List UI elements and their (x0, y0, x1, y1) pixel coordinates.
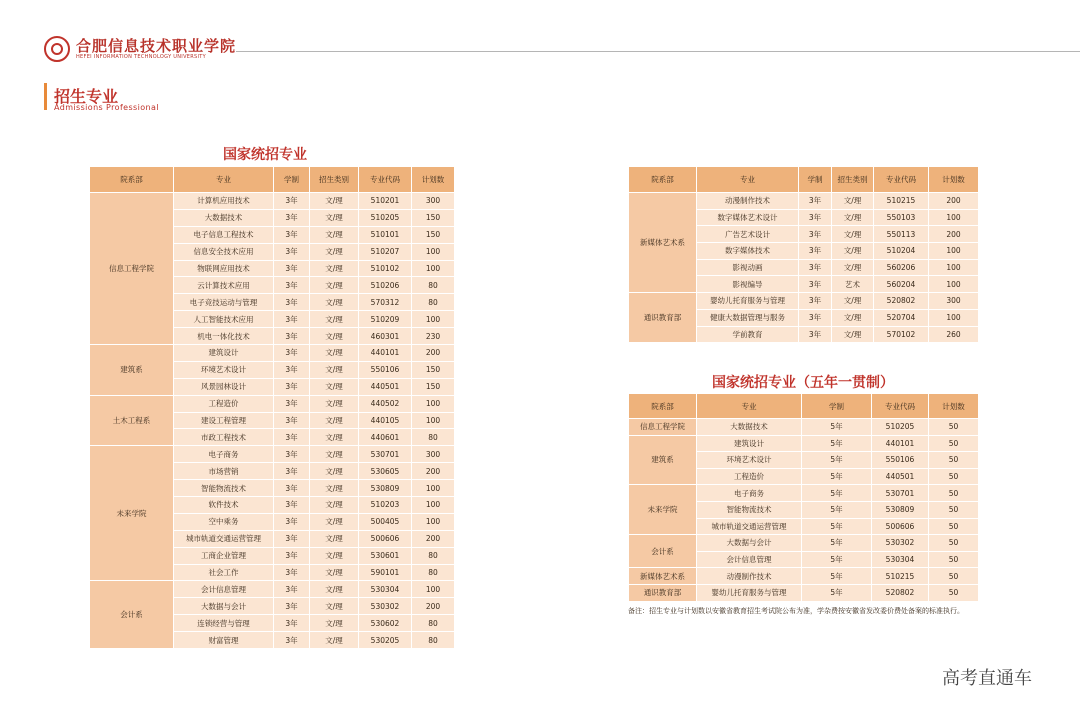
department-cell: 未来学院 (629, 485, 697, 535)
table-cell: 数字媒体艺术设计 (697, 209, 799, 226)
table-cell: 3年 (274, 581, 310, 598)
table-cell: 80 (412, 294, 455, 311)
watermark: 高考直通车 (942, 668, 1032, 689)
table-cell: 550113 (874, 226, 929, 243)
column-header: 专业代码 (872, 394, 929, 419)
table-cell: 文/理 (310, 243, 359, 260)
column-header: 院系部 (90, 167, 174, 193)
table-cell: 影视动画 (697, 259, 799, 276)
table-cell: 440501 (359, 378, 412, 395)
table-cell: 530701 (359, 446, 412, 463)
column-header: 院系部 (629, 167, 697, 193)
table-cell: 530809 (359, 480, 412, 497)
department-cell: 会计系 (90, 581, 174, 649)
department-cell: 信息工程学院 (629, 419, 697, 436)
column-header: 学制 (799, 167, 832, 193)
table-row (629, 293, 979, 310)
table-cell: 150 (412, 361, 455, 378)
table-cell: 社会工作 (174, 564, 274, 581)
table-cell: 3年 (799, 309, 832, 326)
table-row (90, 446, 455, 463)
table-cell: 510207 (359, 243, 412, 260)
table-header-row (629, 167, 979, 193)
table-cell: 3年 (274, 530, 310, 547)
table-cell: 风景园林设计 (174, 378, 274, 395)
table-cell: 软件技术 (174, 497, 274, 514)
table-cell: 460301 (359, 328, 412, 345)
table-cell: 文/理 (832, 326, 874, 343)
table-cell: 文/理 (310, 226, 359, 243)
table-cell: 510102 (359, 260, 412, 277)
table-cell: 文/理 (832, 193, 874, 210)
table-cell: 学前教育 (697, 326, 799, 343)
department-cell: 会计系 (629, 535, 697, 568)
table-cell: 510205 (872, 419, 929, 436)
column-header: 招生类别 (310, 167, 359, 193)
table-cell: 550106 (872, 452, 929, 469)
table-cell: 80 (412, 429, 455, 446)
table-cell: 文/理 (310, 480, 359, 497)
table-cell: 500606 (872, 518, 929, 535)
table3-title: 国家统招专业（五年一贯制） (712, 375, 894, 391)
table-row (90, 345, 455, 362)
table-row (90, 395, 455, 412)
table-cell: 文/理 (310, 530, 359, 547)
department-cell: 信息工程学院 (90, 193, 174, 345)
table-cell: 80 (412, 615, 455, 632)
column-header: 计划数 (412, 167, 455, 193)
department-cell: 土木工程系 (90, 395, 174, 446)
table-cell: 广告艺术设计 (697, 226, 799, 243)
table-cell: 文/理 (832, 209, 874, 226)
table-cell: 财富管理 (174, 632, 274, 649)
table-cell: 550103 (874, 209, 929, 226)
table-row (629, 568, 979, 585)
table-cell: 50 (929, 551, 979, 568)
table-cell: 3年 (274, 260, 310, 277)
table-cell: 300 (412, 446, 455, 463)
table-cell: 520802 (872, 584, 929, 601)
table-cell: 计算机应用技术 (174, 193, 274, 210)
table-cell: 机电一体化技术 (174, 328, 274, 345)
table-row (90, 581, 455, 598)
table-cell: 建筑设计 (697, 435, 802, 452)
section-subtitle: Admissions Professional (54, 103, 159, 112)
table-cell: 50 (929, 568, 979, 585)
table-cell: 智能物流技术 (697, 501, 802, 518)
table-cell: 3年 (799, 209, 832, 226)
table-cell: 100 (412, 480, 455, 497)
table-cell: 3年 (274, 429, 310, 446)
column-header: 专业 (697, 394, 802, 419)
table-cell: 530302 (359, 598, 412, 615)
table-cell: 530304 (359, 581, 412, 598)
table-cell: 会计信息管理 (697, 551, 802, 568)
table-cell: 3年 (274, 328, 310, 345)
table-cell: 5年 (802, 435, 872, 452)
table-cell: 520704 (874, 309, 929, 326)
column-header: 院系部 (629, 394, 697, 419)
table-cell: 文/理 (310, 615, 359, 632)
table-cell: 文/理 (310, 328, 359, 345)
table-cell: 城市轨道交通运营管理 (697, 518, 802, 535)
table-cell: 3年 (274, 378, 310, 395)
table-cell: 文/理 (310, 547, 359, 564)
table-cell: 大数据技术 (697, 419, 802, 436)
table-row (629, 193, 979, 210)
table-cell: 环境艺术设计 (697, 452, 802, 469)
table-cell: 影视编导 (697, 276, 799, 293)
table-cell: 3年 (274, 598, 310, 615)
table-cell: 100 (929, 259, 979, 276)
table-cell: 文/理 (832, 226, 874, 243)
table-cell: 城市轨道交通运营管理 (174, 530, 274, 547)
table-cell: 530601 (359, 547, 412, 564)
table-header-row (629, 394, 979, 419)
table-cell: 电子商务 (174, 446, 274, 463)
table-cell: 文/理 (310, 497, 359, 514)
table-cell: 物联网应用技术 (174, 260, 274, 277)
table-cell: 50 (929, 485, 979, 502)
table-cell: 大数据技术 (174, 209, 274, 226)
table-cell: 100 (412, 513, 455, 530)
table-cell: 5年 (802, 419, 872, 436)
table-cell: 200 (929, 193, 979, 210)
column-header: 学制 (274, 167, 310, 193)
college-name-cn: 合肥信息技术职业学院 (76, 37, 237, 55)
table-cell: 文/理 (832, 259, 874, 276)
table-cell: 510205 (359, 209, 412, 226)
table-cell: 440502 (359, 395, 412, 412)
table1-title: 国家统招专业 (223, 147, 307, 163)
table-cell: 文/理 (310, 345, 359, 362)
department-cell: 未来学院 (90, 446, 174, 581)
table-cell: 530205 (359, 632, 412, 649)
table-cell: 200 (412, 345, 455, 362)
table-cell: 5年 (802, 452, 872, 469)
table-cell: 3年 (799, 326, 832, 343)
table-cell: 200 (412, 530, 455, 547)
table-cell: 文/理 (832, 243, 874, 260)
table-cell: 3年 (274, 277, 310, 294)
table-cell: 市政工程技术 (174, 429, 274, 446)
table-cell: 510209 (359, 311, 412, 328)
table-cell: 510215 (874, 193, 929, 210)
table-cell: 50 (929, 435, 979, 452)
table-cell: 510203 (359, 497, 412, 514)
table-row (629, 485, 979, 502)
table-cell: 530602 (359, 615, 412, 632)
table-cell: 文/理 (310, 412, 359, 429)
table-cell: 100 (412, 412, 455, 429)
table-cell: 3年 (274, 226, 310, 243)
table-cell: 200 (412, 463, 455, 480)
table-cell: 500405 (359, 513, 412, 530)
table-cell: 3年 (274, 632, 310, 649)
table-cell: 100 (412, 395, 455, 412)
table-cell: 100 (929, 209, 979, 226)
table-cell: 文/理 (832, 293, 874, 310)
table-cell: 3年 (274, 463, 310, 480)
table-cell: 440501 (872, 468, 929, 485)
table-cell: 婴幼儿托育服务与管理 (697, 584, 802, 601)
table-cell: 文/理 (310, 429, 359, 446)
table-cell: 3年 (274, 311, 310, 328)
table-cell: 大数据与会计 (697, 535, 802, 552)
table-cell: 文/理 (310, 581, 359, 598)
table-cell: 530809 (872, 501, 929, 518)
department-cell: 通识教育部 (629, 584, 697, 601)
table-cell: 80 (412, 564, 455, 581)
national-majors-table-continued (628, 166, 979, 343)
table-cell: 信息安全技术应用 (174, 243, 274, 260)
table-cell: 510204 (874, 243, 929, 260)
table-cell: 5年 (802, 535, 872, 552)
table-cell: 云计算技术应用 (174, 277, 274, 294)
table-cell: 260 (929, 326, 979, 343)
section-accent-bar (44, 83, 47, 110)
table-cell: 3年 (799, 243, 832, 260)
table-cell: 文/理 (310, 361, 359, 378)
table-row (629, 584, 979, 601)
table-cell: 510101 (359, 226, 412, 243)
table-cell: 5年 (802, 551, 872, 568)
table-cell: 市场营销 (174, 463, 274, 480)
table-cell: 300 (412, 193, 455, 210)
table-cell: 电子商务 (697, 485, 802, 502)
table-cell: 570102 (874, 326, 929, 343)
column-header: 专业 (174, 167, 274, 193)
table-cell: 200 (929, 226, 979, 243)
table-cell: 艺术 (832, 276, 874, 293)
table-cell: 文/理 (310, 378, 359, 395)
page-header (40, 34, 1080, 64)
table-cell: 500606 (359, 530, 412, 547)
table-cell: 230 (412, 328, 455, 345)
table-cell: 文/理 (310, 632, 359, 649)
table-cell: 文/理 (310, 463, 359, 480)
table-cell: 文/理 (310, 311, 359, 328)
table-cell: 文/理 (310, 260, 359, 277)
table-cell: 电子竞技运动与管理 (174, 294, 274, 311)
column-header: 专业 (697, 167, 799, 193)
table-cell: 大数据与会计 (174, 598, 274, 615)
college-name-en: HEFEI INFORMATION TECHNOLOGY UNIVERSITY (76, 54, 206, 60)
table-cell: 570312 (359, 294, 412, 311)
table-cell: 530701 (872, 485, 929, 502)
table-cell: 3年 (274, 193, 310, 210)
table-cell: 5年 (802, 584, 872, 601)
department-cell: 新媒体艺术系 (629, 193, 697, 293)
table-cell: 文/理 (832, 309, 874, 326)
table-cell: 文/理 (310, 564, 359, 581)
footnote: 备注：招生专业与计划数以安徽省教育招生考试院公布为准，学杂费按安徽省发改委价费处备案的标准执行。 (628, 607, 964, 615)
table-cell: 530302 (872, 535, 929, 552)
table-cell: 文/理 (310, 294, 359, 311)
table-cell: 3年 (274, 361, 310, 378)
table-cell: 3年 (274, 497, 310, 514)
table-cell: 5年 (802, 468, 872, 485)
table-cell: 文/理 (310, 446, 359, 463)
table-cell: 100 (412, 581, 455, 598)
column-header: 招生类别 (832, 167, 874, 193)
table-cell: 300 (929, 293, 979, 310)
table-cell: 连锁经营与管理 (174, 615, 274, 632)
department-cell: 新媒体艺术系 (629, 568, 697, 585)
table-cell: 文/理 (310, 598, 359, 615)
table-cell: 3年 (274, 513, 310, 530)
table-cell: 80 (412, 632, 455, 649)
college-seal-icon (44, 36, 70, 62)
table-cell: 空中乘务 (174, 513, 274, 530)
table-cell: 50 (929, 501, 979, 518)
table-cell: 3年 (274, 395, 310, 412)
table-cell: 510215 (872, 568, 929, 585)
department-cell: 建筑系 (629, 435, 697, 485)
table-cell: 100 (929, 276, 979, 293)
table-cell: 550106 (359, 361, 412, 378)
table-cell: 530304 (872, 551, 929, 568)
table-cell: 100 (929, 309, 979, 326)
table-cell: 50 (929, 518, 979, 535)
table-cell: 环境艺术设计 (174, 361, 274, 378)
table-cell: 50 (929, 419, 979, 436)
section-title: 招生专业 (54, 87, 119, 106)
table-cell: 文/理 (310, 277, 359, 294)
table-cell: 3年 (274, 615, 310, 632)
column-header: 专业代码 (359, 167, 412, 193)
table-cell: 会计信息管理 (174, 581, 274, 598)
table-cell: 50 (929, 468, 979, 485)
table-cell: 510201 (359, 193, 412, 210)
table-cell: 健康大数据管理与服务 (697, 309, 799, 326)
table-row (90, 193, 455, 210)
table-cell: 440101 (359, 345, 412, 362)
table-cell: 100 (412, 497, 455, 514)
department-cell: 建筑系 (90, 345, 174, 396)
table-cell: 5年 (802, 568, 872, 585)
table-cell: 3年 (274, 412, 310, 429)
department-cell: 通识教育部 (629, 293, 697, 343)
header-divider (236, 51, 1080, 52)
table-cell: 3年 (799, 226, 832, 243)
table-cell: 3年 (274, 209, 310, 226)
table-cell: 150 (412, 226, 455, 243)
table-cell: 440105 (359, 412, 412, 429)
table-cell: 3年 (274, 547, 310, 564)
table-cell: 150 (412, 209, 455, 226)
national-majors-table (89, 166, 455, 649)
table-cell: 100 (412, 260, 455, 277)
table-cell: 3年 (799, 276, 832, 293)
table-cell: 100 (412, 243, 455, 260)
table-cell: 3年 (799, 193, 832, 210)
column-header: 计划数 (929, 167, 979, 193)
table-cell: 建设工程管理 (174, 412, 274, 429)
table-cell: 3年 (274, 345, 310, 362)
table-cell: 工程造价 (174, 395, 274, 412)
table-cell: 文/理 (310, 209, 359, 226)
table-cell: 数字媒体技术 (697, 243, 799, 260)
table-cell: 520802 (874, 293, 929, 310)
table-cell: 50 (929, 584, 979, 601)
table-cell: 80 (412, 277, 455, 294)
table-cell: 3年 (799, 259, 832, 276)
table-cell: 智能物流技术 (174, 480, 274, 497)
table-cell: 100 (412, 311, 455, 328)
table-cell: 文/理 (310, 395, 359, 412)
table-cell: 3年 (274, 480, 310, 497)
table-cell: 5年 (802, 518, 872, 535)
table-cell: 530605 (359, 463, 412, 480)
column-header: 学制 (802, 394, 872, 419)
table-cell: 5年 (802, 501, 872, 518)
table-header-row (90, 167, 455, 193)
table-cell: 动漫制作技术 (697, 193, 799, 210)
table-cell: 200 (412, 598, 455, 615)
table-cell: 440601 (359, 429, 412, 446)
table-cell: 50 (929, 535, 979, 552)
column-header: 计划数 (929, 394, 979, 419)
table-cell: 510206 (359, 277, 412, 294)
table-cell: 50 (929, 452, 979, 469)
table-cell: 3年 (274, 243, 310, 260)
table-cell: 590101 (359, 564, 412, 581)
table-cell: 动漫制作技术 (697, 568, 802, 585)
table-cell: 100 (929, 243, 979, 260)
table-cell: 文/理 (310, 193, 359, 210)
table-cell: 150 (412, 378, 455, 395)
table-cell: 560206 (874, 259, 929, 276)
table-row (629, 535, 979, 552)
table-cell: 建筑设计 (174, 345, 274, 362)
table-cell: 440101 (872, 435, 929, 452)
table-row (629, 435, 979, 452)
table-cell: 人工智能技术应用 (174, 311, 274, 328)
table-cell: 3年 (274, 294, 310, 311)
table-row (629, 419, 979, 436)
table-cell: 80 (412, 547, 455, 564)
table-cell: 3年 (274, 564, 310, 581)
table-cell: 电子信息工程技术 (174, 226, 274, 243)
table-cell: 3年 (274, 446, 310, 463)
table-cell: 工程造价 (697, 468, 802, 485)
table-cell: 560204 (874, 276, 929, 293)
five-year-majors-table (628, 393, 979, 602)
table-cell: 3年 (799, 293, 832, 310)
table-cell: 婴幼儿托育服务与管理 (697, 293, 799, 310)
column-header: 专业代码 (874, 167, 929, 193)
table-cell: 文/理 (310, 513, 359, 530)
table-cell: 工商企业管理 (174, 547, 274, 564)
table-cell: 5年 (802, 485, 872, 502)
